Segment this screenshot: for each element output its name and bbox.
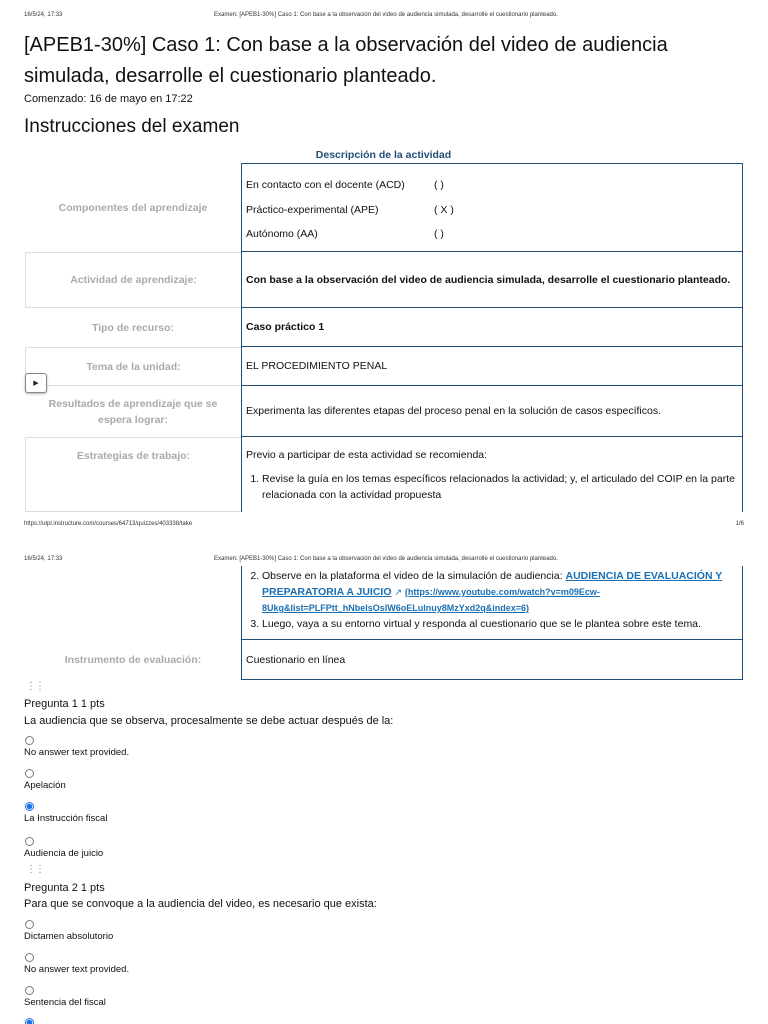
components-cell [241,163,743,252]
strategy-step-1: 1. Revise la guía en los temas específicos relacionados la actividad; y, el articulado del COIP en la parte relacionada con la actividad propuesta [262,471,741,503]
unit-topic-label: Tema de la unidad: [25,347,241,386]
question-text: Para que se convoque a la audiencia del video, es necesario que exista: [24,898,377,910]
components-label: Componentes del aprendizaje [58,201,208,214]
video-url-link[interactable]: (https://www.youtube.com/watch?v=m09Ecw-8Ukg&list=PLFPtt_hNbelsOslW6oELulnuy8MzYxd2q&index=6) [262,587,600,613]
strategies-steps-page1 [241,471,741,503]
component-mark: ( X ) [434,204,454,216]
components-row [25,163,743,252]
results-value: Experimenta las diferentes etapas del proceso penal en la solución de casos específicos. [246,405,661,417]
external-link-icon: ↗ [394,587,402,597]
answer-radio[interactable] [25,920,34,929]
print-title: Examen: [APEB1-30%] Caso 1: Con base a la observación del video de audiencia simulada, desarrolle el cuestionario planteado. [214,556,558,562]
drag-handle-icon[interactable]: ⋮⋮ [26,681,44,692]
question-header: Pregunta 2 1 pts [24,882,105,894]
results-label: Resultados de aprendizaje que se espera lograr: [48,397,218,426]
resource-row [25,308,743,347]
answer-label: Sentencia del fiscal [24,997,106,1008]
answer-radio[interactable] [25,953,34,962]
answer-radio[interactable] [25,837,34,846]
answer-label: No answer text provided. [24,964,130,975]
answer-radio-selected[interactable] [25,802,34,811]
activity-label: Actividad de aprendizaje: [25,252,241,308]
answer-label: Dictamen absolutorio [24,931,114,942]
drag-handle-icon[interactable]: ⋮⋮ [26,864,44,875]
print-url: https://utpl.instructure.com/courses/64713/quizzes/403338/take [24,521,193,527]
instrument-label: Instrumento de evaluación: [64,654,202,666]
activity-value: Con base a la observación del video de audiencia simulada, desarrolle el cuestionario planteado. [246,273,731,286]
strategies-steps-page2 [241,568,741,632]
answer-radio-selected[interactable] [25,1018,34,1024]
print-datetime: 16/5/24, 17:33 [24,556,63,562]
strategy-step-2 [262,568,741,616]
unit-topic-cell [241,347,743,386]
answer-label: La Instrucción fiscal [24,813,108,824]
answer-radio[interactable] [25,736,34,745]
question-text: La audiencia que se observa, procesalmente se debe actuar después de la: [24,715,394,727]
play-icon[interactable]: ▶ [25,373,47,393]
resource-label: Tipo de recurso: [91,321,175,334]
unit-topic-row [25,347,743,386]
activity-row [25,252,743,308]
answer-radio[interactable] [25,986,34,995]
print-page-number: 1/6 [735,521,744,527]
question-header: Pregunta 1 1 pts [24,698,105,710]
component-mark: ( ) [434,228,444,240]
print-title: Examen: [APEB1-30%] Caso 1: Con base a la observación del video de audiencia simulada, desarrolle el cuestionario planteado. [214,12,558,18]
resource-value: Caso práctico 1 [246,321,325,333]
strategies-label-cont [25,566,241,640]
unit-topic-value: EL PROCEDIMIENTO PENAL [246,360,388,372]
table-caption: Descripción de la actividad [315,149,452,161]
instructions-heading: Instrucciones del examen [24,116,240,137]
component-name: En contacto con el docente (ACD) [246,179,405,191]
results-cell [241,386,743,437]
started-timestamp: Comenzado: 16 de mayo en 17:22 [24,93,193,105]
results-row [25,386,743,437]
component-mark: ( ) [434,179,444,191]
instrument-row [25,640,743,680]
print-datetime: 16/5/24, 17:33 [24,12,63,18]
video-link[interactable]: AUDIENCIA DE EVALUACIÓN Y PREPARATORIA A JUICIO [262,570,723,598]
instrument-cell [241,640,743,680]
strategy-step-2-text: Observe en la plataforma el video de la simulación de audiencia: [262,570,566,582]
activity-cell [241,252,743,308]
answer-label: No answer text provided. [24,747,130,758]
instrument-value: Cuestionario en línea [246,653,346,666]
resource-cell [241,308,743,347]
strategy-step-3: 3. Luego, vaya a su entorno virtual y responda al cuestionario que se le plantea sobre este tema. [262,616,741,632]
quiz-title: [APEB1-30%] Caso 1: Con base a la observación del video de audiencia simulada, desarrolle el cuestionario planteado. [24,34,668,87]
strategies-label: Estrategias de trabajo: [25,437,241,512]
component-name: Autónomo (AA) [246,228,318,240]
answer-radio[interactable] [25,769,34,778]
strategies-intro: Previo a participar de esta actividad se recomienda: [246,449,488,461]
answer-label: Apelación [24,780,66,791]
answer-label: Audiencia de juicio [24,848,104,859]
component-name: Práctico-experimental (APE) [246,204,379,216]
